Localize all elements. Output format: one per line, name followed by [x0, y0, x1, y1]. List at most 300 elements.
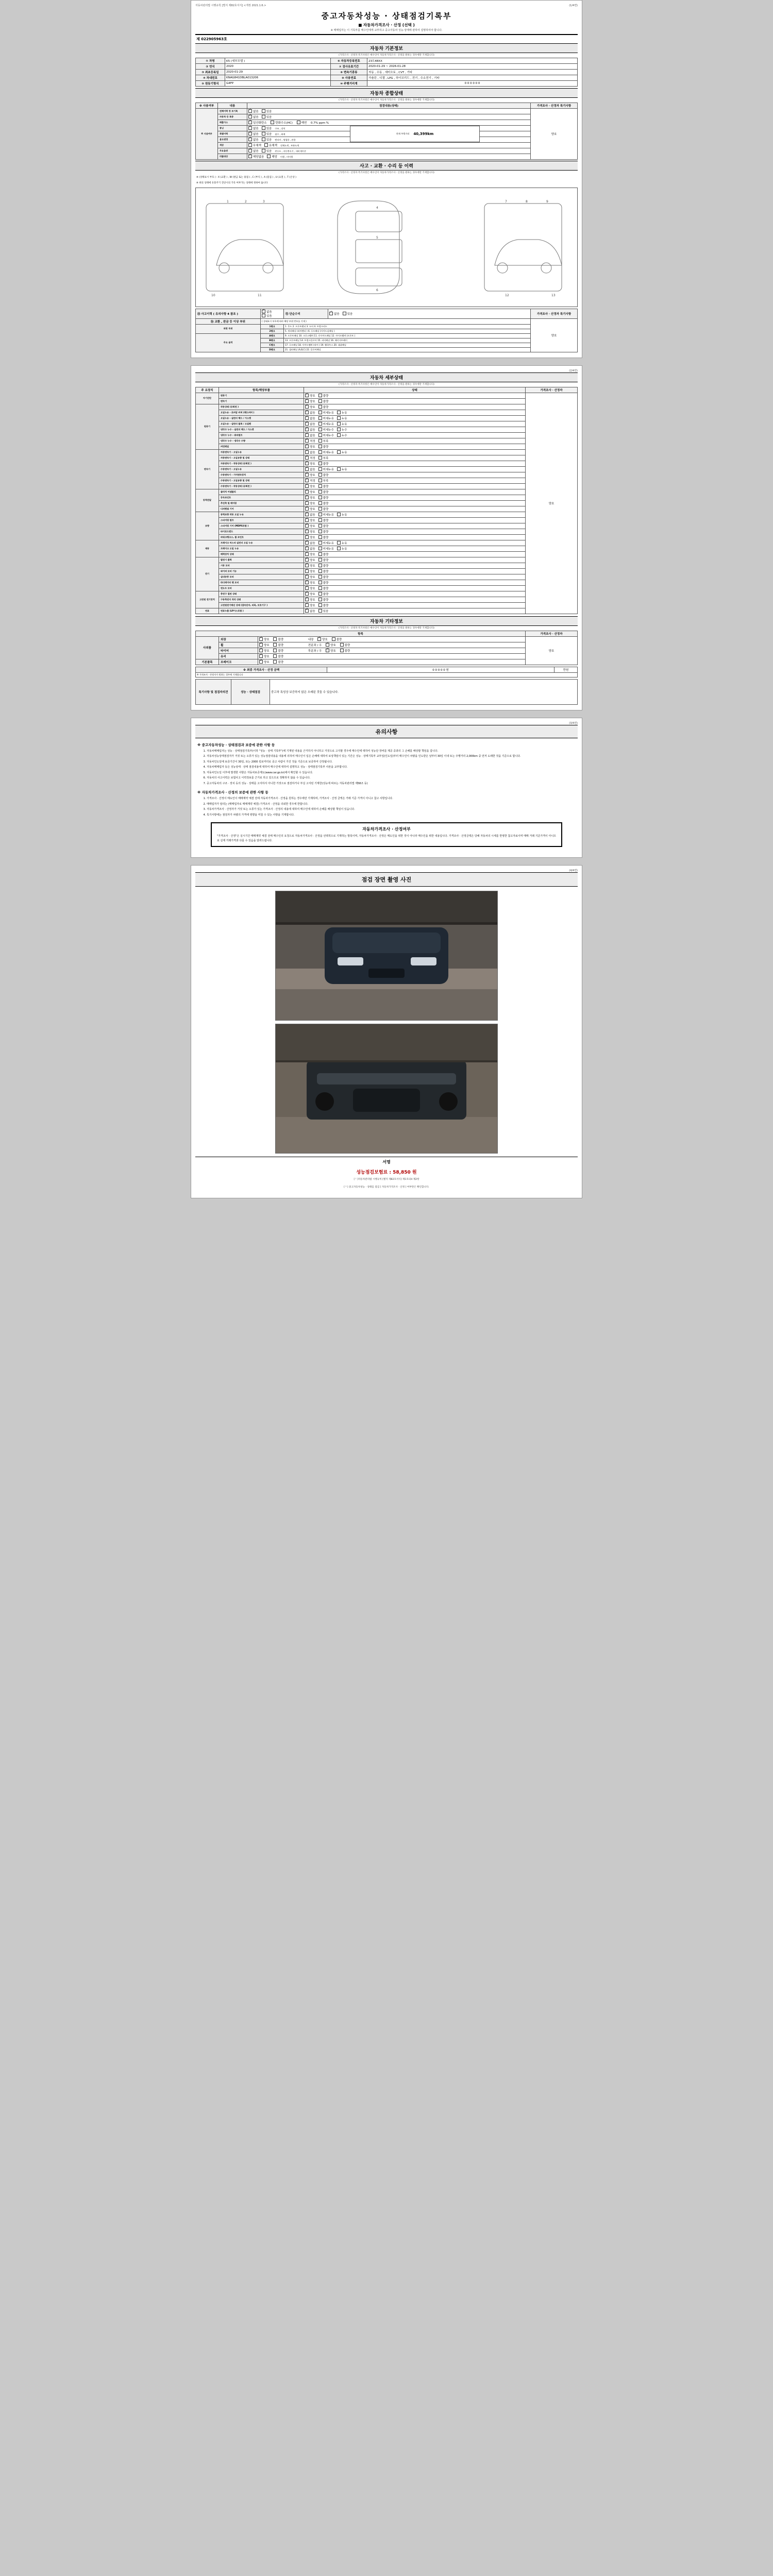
row-label: 와이퍼 모터 기능: [219, 568, 304, 574]
row-label: 윈도우 모터: [219, 585, 304, 591]
parts-rank: D랭크: [261, 347, 284, 352]
notice-item: 6. 자동차의 사고이력은 보험사고 이력정보를 근거로 하고 있으므로 정확하지 않을 수 있습니다.: [207, 776, 575, 781]
row-label: 작동상태 (공회전 ): [219, 404, 304, 410]
row-label: 냉각수 누수 - 실린더 헤드 / 가스켓: [219, 427, 304, 432]
field-value: G4FP: [225, 81, 331, 87]
row-label: 커먼레일: [219, 444, 304, 449]
parts-text: 9. 프론트패널 10. 크로스멤버 11. 인사이드패널 12. 사이드멤버 (프론트 ): [284, 333, 531, 338]
table-row: [196, 517, 578, 523]
accident-label: ⑭ 사고이력 ( 유의사항 4 참조 ): [196, 309, 261, 318]
sheet-4: [191, 865, 582, 1198]
parts-text: 5. 쿼터패널 (리어펜더 ) 6. 루프패널 (사이드실패널 ): [284, 329, 531, 333]
parts-group: 외판 부위: [196, 324, 261, 333]
field-value: 가솔린 , 디젤 , LPG , 하이브리드 , 전기 , 수소전기 , 기타: [367, 75, 578, 81]
row-options[interactable]: ✓ 양호 불량: [304, 404, 526, 410]
row-options[interactable]: ✓ 일산화탄소 탄화수소(HC) 매연 0.7% ppm %: [247, 120, 531, 126]
page-title: 중고자동차성능 · 상태점검기록부: [321, 11, 452, 21]
simple-repair-label: ⑮ 단순수리: [284, 309, 328, 318]
field-value: KNAG841DBLA013206: [225, 75, 331, 81]
remark-cell: 양호: [526, 636, 578, 665]
parts-rank: 1랭크: [261, 324, 284, 329]
row-group-label: 전기: [196, 557, 219, 591]
row-options[interactable]: ✓ 양호 불량: [304, 574, 526, 580]
table-row: [196, 506, 578, 512]
svg-text:10: 10: [211, 293, 215, 297]
table-row: [196, 659, 578, 665]
row-label: 스티어링 기어 (MDPS포함 ): [219, 523, 304, 529]
svg-text:4: 4: [376, 206, 378, 210]
field-label: ⑥ 자동차등록번호: [331, 58, 367, 64]
svg-text:6: 6: [376, 288, 378, 292]
row-label: 특별이력: [218, 131, 247, 137]
notice-item: 3. 자동차인도일에 보증기간이 30일, 또는 2000 킬로미터로 중고 사람이 가진 것을 기준으로 보증하여 산정됩니다.: [207, 760, 575, 765]
row-options[interactable]: ✓ 없음 미세누유 누유: [304, 421, 526, 427]
sheet-4-header: [195, 869, 578, 872]
special-remarks-table: [195, 679, 578, 705]
row-options[interactable]: ✓ 양호 불량: [304, 557, 526, 563]
row-options[interactable]: ✓ 양호 불량: [304, 495, 526, 500]
footer-note-1: [ ¹ ]자동차관리법 시행규칙 [별지 제82호서식] 제1호의4 제2항: [354, 1178, 419, 1181]
form-reference: 자동차관리법 시행규칙 [별지 제82호서식] <개정 2021.1.6.>: [195, 4, 266, 7]
row-options[interactable]: ✓ 없음 미세누유 누유: [304, 466, 526, 472]
table-row: [196, 432, 578, 438]
row-label: 유리: [219, 653, 258, 659]
notice-item: 7. 중고자동차의 구조 · 장치 등의 성능 · 상태를 고지하지 아니한 거짓으로 점검하거나 부실 고지된 기재한(성능에 따르는 자동차관리법 제58조 등): [207, 782, 575, 786]
row-options[interactable]: ✓ 양호 불량: [304, 483, 526, 489]
declaration-text: "가격조사 · 산정"은 실시기간 매매계약 체결 전에 매수인의 요청으로 자동차가격조사 · 산정을 선택적으로 기재하는 항목이며, 자동차가격조사 · 산정은 매도인을 위한 것이 아니라 매수인을 위한 내용입니다. 가격조사 · 산정금액은 당해 자동차의 시세를 반영한 참고자료이며 매매 거래 기준가격이 아니므로 실제 거래가격과 다를 수 있음을 알려드립니다.: [217, 835, 556, 842]
notice-item: 1. 자동차매매업자는 성능 · 상태점검기록부(이하 "성능 · 상태 기록부")에 기재된 내용을 근거하지 아니하고 거짓으로 고지할 경우에 매수인에 대하여 성능단 장비를 제공 중과의 그 손해를 배상할 책임을 집니다.: [207, 749, 575, 754]
table-row: [196, 472, 578, 478]
table-row: [196, 421, 578, 427]
vehicle-damage-diagram: [195, 188, 578, 307]
page-indicator: (3/4면): [569, 721, 578, 725]
row-options[interactable]: ✓ 없음 미세누유 누유: [304, 415, 526, 421]
row-options[interactable]: ✓ 없음 미세누유 누유: [304, 449, 526, 455]
row-label: 타이로드엔드: [219, 529, 304, 534]
basic-info-table: [195, 58, 578, 87]
row-options[interactable]: ✓ 양호 불량: [258, 659, 526, 665]
row-options[interactable]: ✓ 양호 불량: [304, 444, 526, 449]
parts-rank: A랭크: [261, 333, 284, 338]
row-label: 연료누출 (LP가스포함 ): [219, 608, 304, 614]
field-label: ④ 차대번호: [196, 75, 225, 81]
row-group-label: 제동: [196, 540, 219, 557]
parts-rank: 2랭크: [261, 329, 284, 333]
row-options[interactable]: ✓ 없음 있음: [247, 114, 531, 120]
row-label: 충전구 절연 상태: [219, 591, 304, 597]
page-indicator: (2/4면): [569, 369, 578, 372]
special-label: 특기사항 및 점검자의견: [196, 679, 231, 704]
table-row: [196, 500, 578, 506]
table-row: [196, 602, 578, 608]
row-options[interactable]: ✓ 해당없음 해당 이행 , 미이행: [247, 154, 531, 160]
row-options[interactable]: ✓ 없음 있음: [304, 608, 526, 614]
remark-cell: 양호: [526, 393, 578, 614]
table-row: [196, 427, 578, 432]
parts-group: 주요 골격: [196, 333, 261, 352]
row-group-label: 변속기: [196, 449, 219, 489]
table-row: [196, 415, 578, 421]
table-row: [196, 551, 578, 557]
table-row: [196, 81, 578, 87]
table-header-row: [196, 631, 578, 636]
page-indicator: (1/4면): [569, 4, 578, 7]
row-label: 원동기: [219, 393, 304, 398]
row-label: 외장: [219, 636, 258, 642]
row-label: 스티어링 펌프: [219, 517, 304, 523]
field-label: ⑩ 주행거리계: [331, 81, 367, 87]
row-options[interactable]: ✓ 양호 불량: [304, 563, 526, 568]
row-options[interactable]: ✓ 없음 미세누유 누유: [304, 410, 526, 415]
diagram-legend-1: ※ (상태표시 부호 ) : X (교환 ) , W (판금 또는 용접 ) , C (부식 ) , A (흠집 ) , U (요철 ) , T (손상 ): [196, 176, 296, 179]
table-row: [196, 636, 578, 642]
section-other-note: (가격조사 · 산정자 특기사항은 매수인이 자동차가격조사 · 산정을 원하는 경우에만 기재합니다): [339, 626, 434, 630]
table-row: [196, 483, 578, 489]
notice-list-1: [207, 749, 575, 786]
field-value: 2020-01-29 ~ 2026-01-28: [367, 64, 578, 70]
table-row: [196, 648, 578, 653]
notice-item: 1. 가격조사 · 산정이 매도인이 매매계약 체결 전에 자동차가격조사 · 산정을 원하는 경우에만 기재하며, 가격조사 · 산정 금액은 거래 기준 가격이 아니고 참고 사항입니다.: [207, 796, 575, 801]
row-label: 추진축 및 베어링: [219, 500, 304, 506]
row-options[interactable]: ✓ 양호 불량: [304, 529, 526, 534]
table-row: [196, 580, 578, 585]
notice-title: 유의사항: [195, 725, 578, 738]
row-group-label: 기본품목: [196, 659, 219, 665]
notice-item: 4. 자동차매매업자 등은 성능상태 · 상태 점검내용에 대하여 매수인에 대하여 설명하고 성능 · 상태점검기록부 사본을 교부합니다.: [207, 765, 575, 770]
row-label: 오일누유 - 실린더 헤드 / 가스켓: [219, 415, 304, 421]
emission-values: 0.7% ppm %: [311, 122, 329, 125]
parts-text: 21. 필러패널 (A,B,C) 22. 플로어패널: [284, 347, 531, 352]
field-value: 2020-01-29: [225, 70, 331, 75]
row-options[interactable]: ✓ 양호 불량: [304, 500, 526, 506]
parts-text: 1. 후드 2. 프론트펜더 3. 도어 4. 트렁크리드: [284, 324, 531, 329]
svg-text:11: 11: [258, 293, 262, 297]
row-label: 냉각수 누수 - 냉각수 수량: [219, 438, 304, 444]
remark-cell: 양호: [531, 109, 578, 160]
table-row: [196, 534, 578, 540]
field-label: ⑨ 사용연료: [331, 75, 367, 81]
accident-options[interactable]: ✓없음있음: [261, 309, 284, 318]
col-head-content: 내용: [218, 103, 247, 109]
table-row: [196, 398, 578, 404]
section-detail-title: 자동차 세부상태: [195, 372, 578, 382]
table-row: [196, 679, 578, 704]
col-head-appraiser: 가격조사 · 산정자: [526, 631, 578, 636]
table-row: [196, 489, 578, 495]
accident-history-table: [195, 309, 578, 352]
svg-text:5: 5: [376, 235, 378, 240]
declaration-box: [211, 822, 562, 847]
col-head-use: ※ 사용여부: [196, 103, 218, 109]
field-value: 23도48XX: [367, 58, 578, 64]
row-options[interactable]: ✓ 없음 미세누수 누수: [304, 427, 526, 432]
svg-text:2: 2: [245, 199, 247, 204]
row-label: 변속기: [219, 398, 304, 404]
svg-text:13: 13: [551, 293, 556, 297]
row-options[interactable]: ✓ 양호 불량: [304, 534, 526, 540]
section-overall-note: (가격조사 · 산정자 특기사항은 매수인이 자동차가격조사 · 산정을 원하는 경우에만 기재합니다): [339, 99, 434, 101]
row-options[interactable]: ✓ 없음 있음 렌터카 , 영업용 , 관용: [247, 137, 531, 143]
col-head-item: 항목: [196, 631, 526, 636]
row-label: 고전원전기배선 상태 (접속단자, 피복, 보호기구 ): [219, 602, 304, 608]
row-label: 브레이크: [219, 659, 258, 665]
section-basic-note: (가격조사 · 산정자 특기사항은 매수인이 자동차가격조사 · 산정을 원하는 경우에만 기재합니다): [339, 54, 434, 57]
section-detail-note: (가격조사 · 산정자 특기사항은 매수인이 자동차가격조사 · 산정을 원하는 경우에만 기재합니다): [339, 383, 434, 386]
table-row: [196, 75, 578, 81]
final-value-label: ※ 최종 가격조사 · 산정 금액: [196, 667, 327, 672]
table-row: [196, 478, 578, 483]
row-options[interactable]: ✓ 양호 불량: [304, 489, 526, 495]
svg-text:9: 9: [546, 199, 548, 204]
table-header-row: [196, 103, 578, 109]
row-label: 동력조향 작동 오일 누유: [219, 512, 304, 517]
row-group-label: 사외품: [196, 636, 219, 659]
row-options[interactable]: ✓ 없음 있음 썬루프 , 자동변속기 , 내비게이션: [247, 148, 531, 154]
signature-label: 서명: [195, 1157, 578, 1167]
mileage-digits: 0 0 0 0 0 0: [367, 81, 578, 87]
col-head-remark: 가격조사 · 산정자 특기사항: [531, 103, 578, 109]
row-options[interactable]: ✓ 양호 불량: [304, 398, 526, 404]
row-group-label: 자기진단: [196, 393, 219, 404]
table-row: [196, 120, 578, 126]
row-label: 수동변속기 - 작동상태 (공회전 ): [219, 483, 304, 489]
row-label: 리콜대상: [218, 154, 247, 160]
row-label: 실내송풍 모터: [219, 574, 304, 580]
table-row: [196, 449, 578, 455]
parts-rank: C랭크: [261, 343, 284, 347]
diagram-legend-2: ※ 위의 상태에 유통주기 진단시의 기록 여부가는 상태에 정하여 둡니다: [196, 181, 268, 184]
row-label: 발전기 출력: [219, 557, 304, 563]
row-label: 수동변속기 - 오일유량 및 상태: [219, 478, 304, 483]
parts-text: 13. 프론트패널 14. 트렁크플로어 15. 리어패널 16. 패키지트레이: [284, 338, 531, 343]
row-group-label: 연료: [196, 608, 219, 614]
field-label: ③ 최초등록일: [196, 70, 225, 75]
table-row: [196, 608, 578, 614]
row-options[interactable]: ✓ 없음 미세누유 누유: [304, 546, 526, 551]
svg-text:1: 1: [227, 199, 229, 204]
field-label: ② 연식: [196, 64, 225, 70]
svg-text:7: 7: [505, 199, 507, 204]
notice-item: 2. 매매업자가 알리는 (매매업자로 매매계약 체결) 가격조사 · 산정을 의뢰한 경우에 한합니다.: [207, 802, 575, 807]
final-value-note: ※ 가격조사 · 산정자가 원하는 경우에 기재합니다: [196, 672, 578, 677]
row-group-label: 조향: [196, 512, 219, 540]
table-row: [196, 512, 578, 517]
svg-text:8: 8: [526, 199, 528, 204]
detail-body: [196, 393, 578, 614]
row-options[interactable]: ✓ 없음 미세누유 누유: [304, 512, 526, 517]
table-row: [196, 563, 578, 568]
row-label: 용도변경: [218, 137, 247, 143]
table-row: [196, 557, 578, 563]
row-options[interactable]: ✓ 양호 불량 후륜좌 / 우 ✓ 양호 불량: [258, 648, 526, 653]
table-row: [196, 109, 578, 114]
row-options[interactable]: ✓ 없음 미세누유 누유: [304, 540, 526, 546]
final-value-unit: 만원: [554, 667, 578, 672]
section-overall-title: 자동차 종합상태: [195, 88, 578, 98]
special-text[interactable]: 중고차 특성상 보증하지 않은 오래된 것들 수 있습니다.: [270, 679, 578, 704]
page-subnote: ※ 매매업자는 이 기록부를 매수인에게 교부하고 중고자동차 성능·상태에 관하여 설명하여야 합니다.: [330, 29, 443, 32]
row-label: 냉각수 누수 - 워터펌프: [219, 432, 304, 438]
section-accident-title: 사고 · 교환 · 수리 등 이력: [195, 161, 578, 171]
table-row: [196, 70, 578, 75]
notice-item: 5. 자동차인도일 이후에 발생한 사항은 자동차보증제도(www.car.go.kr)에서 확인할 수 있습니다.: [207, 771, 575, 775]
row-label: 구동축전지 격리 상태: [219, 597, 304, 602]
remark-head: 가격조사 · 산정자 특기사항: [531, 309, 578, 318]
svg-text:12: 12: [505, 293, 509, 297]
table-row: [196, 523, 578, 529]
col-head-appraiser: 가격조사 · 산정자: [526, 387, 578, 393]
row-label: 오일누유 - 실린더 블록 / 오일팬: [219, 421, 304, 427]
svg-text:3: 3: [263, 199, 265, 204]
parts-note: ( 상태표시 부호에 따라 해당 부위 번호를 기재 ): [261, 318, 531, 324]
page-subtitle: ■ 자동차가격조사 · 산정 (선택 ): [358, 23, 415, 27]
detail-state-table: [195, 387, 578, 614]
row-options[interactable]: ✓ 양호 불량: [304, 597, 526, 602]
field-value: 자동 , 수동 , 세미오토 , CVT , 기타: [367, 70, 578, 75]
row-label: 타이어: [219, 648, 258, 653]
simple-repair-options[interactable]: ✓ 없음 있음: [328, 309, 531, 318]
row-options[interactable]: ✓ 양호 불량: [304, 472, 526, 478]
row-options[interactable]: ✓ 양호 불량: [304, 568, 526, 574]
table-row: [196, 667, 578, 672]
parts-text: 17. 루프패널 18. 사이드멤버 (리어 ) 19. 휠하우스 20. 대쉬패널: [284, 343, 531, 347]
row-options[interactable]: ✓ 양호 불량: [304, 580, 526, 585]
row-options[interactable]: ✓ 없음 있음 침수 , 화재: [247, 131, 531, 137]
row-group-label: 원동기: [196, 404, 219, 449]
sheet-3-header: [195, 721, 578, 725]
row-label: 파워크랭크스, 볼 조인트: [219, 534, 304, 540]
field-value: K5 (세부모델 ): [225, 58, 331, 64]
sheet-2-header: [195, 369, 578, 372]
field-value: 2020: [225, 64, 331, 70]
row-options[interactable]: ✓ 양호 불량: [304, 551, 526, 557]
table-row: [196, 404, 578, 410]
row-label: 색상: [218, 143, 247, 148]
row-label: 오일누유 - 로커암 커버 (헤드커버 ): [219, 410, 304, 415]
row-label: 라디에이터 팬 모터: [219, 580, 304, 585]
field-label: ⑦ 검사유효기간: [331, 64, 367, 70]
row-label: 주요옵션: [218, 148, 247, 154]
table-row: [196, 58, 578, 64]
mileage-box: [350, 126, 480, 142]
document-page: [0, 0, 773, 1198]
row-label: 휠: [219, 642, 258, 648]
photos-title: 점검 장면 촬영 사진: [195, 872, 578, 887]
table-row: [196, 444, 578, 449]
table-row: [196, 318, 578, 324]
row-label: 자동차 등 록증: [218, 114, 247, 120]
row-options[interactable]: ✓ 적정 부족: [304, 455, 526, 461]
table-row: [196, 653, 578, 659]
row-options[interactable]: ✓ 양호 불량: [304, 523, 526, 529]
table-row: [196, 64, 578, 70]
row-options[interactable]: ✓ 없음 미세누수 누수: [304, 432, 526, 438]
vehicle-diagram-svg: [196, 188, 577, 307]
row-options[interactable]: ✓ 양호 불량: [304, 393, 526, 398]
row-options[interactable]: ✓ 적정 부족: [304, 438, 526, 444]
table-row: [196, 309, 578, 318]
row-options[interactable]: ✓ 양호 불량: [258, 653, 526, 659]
col-head-check: 점검내용(상태): [247, 103, 531, 109]
table-row: [196, 591, 578, 597]
row-options[interactable]: ✓ 없음 있음 구조 , 장치: [247, 126, 531, 131]
row-label: 자동변속기 - 작동상태 (공회전 ): [219, 461, 304, 466]
sheet-1-header: [195, 4, 578, 7]
table-row: [196, 642, 578, 648]
table-row: [196, 495, 578, 500]
special-sub-label: 성능 · 상태점검: [231, 679, 270, 704]
final-value-table: [195, 667, 578, 677]
table-row: [196, 114, 578, 120]
table-row: [196, 461, 578, 466]
table-row: [196, 597, 578, 602]
field-label: ① 차명: [196, 58, 225, 64]
inspection-fee: 성능점검보험료 : 58,850 원: [356, 1170, 417, 1175]
row-label: 자동변속기 - 오일유량 및 상태: [219, 455, 304, 461]
table-row: [196, 410, 578, 415]
document-number: 제 022905963호: [196, 37, 227, 41]
row-label: 전체이력 정 보기록: [218, 109, 247, 114]
photo-underbody-svg: [276, 1024, 497, 1153]
row-options[interactable]: ✓ 없음 있음: [247, 109, 531, 114]
notice-item: 3. 자동차가격조사 · 산정자가 거짓 또는 오류가 있는 가격조사 · 산정의 내용에 대하여 매수인에 대하여 손해를 배상할 책임이 있습니다.: [207, 807, 575, 812]
inspection-photo-underbody: [275, 1024, 498, 1154]
section-accident-note: (가격조사 · 산정자 특기사항은 매수인이 자동차가격조사 · 산정을 원하는 경우에만 기재합니다): [339, 172, 434, 174]
notice-heading-1: ※ 중고자동차성능 · 상태점검과 보증에 관한 사항 등: [197, 742, 275, 747]
parts-rank: B랭크: [261, 338, 284, 343]
parts-head: ⑯ 교환 , 판금 등 이상 부위: [196, 318, 261, 324]
row-options[interactable]: ✓ 양호 불량: [304, 461, 526, 466]
row-options[interactable]: ✓ 무채색 유채색 전체도색 , 부분도색: [247, 143, 531, 148]
row-options[interactable]: ✓ 양호 불량 전륜좌 / 우 ✓ 양호 불량: [258, 642, 526, 648]
notice-item: 4. 특기사항에는 점검자가 차량의 가격에 영향을 미칠 수 있는 사항을 기재합니다.: [207, 813, 575, 818]
table-row: [196, 672, 578, 677]
table-row: [196, 568, 578, 574]
row-options[interactable]: ✓ 양호 불량: [304, 602, 526, 608]
mileage-value: 40,399km: [413, 132, 434, 136]
other-info-table: [195, 631, 578, 665]
row-label: 배력장치 상태: [219, 551, 304, 557]
inspection-photo-front: [275, 891, 498, 1021]
photo-front-svg: [276, 891, 497, 1020]
field-label: ⑧ 변속기종류: [331, 70, 367, 75]
row-options[interactable]: ✓ 양호 불량: [304, 517, 526, 523]
table-row: [196, 333, 578, 338]
mileage-caption: 현재 주행거리: [396, 132, 410, 135]
row-label: 시동 모터: [219, 563, 304, 568]
col-head-device: 주 요장치: [196, 387, 219, 393]
table-row: [196, 455, 578, 461]
row-label: 수동변속기 - 오일누유: [219, 466, 304, 472]
table-row: [196, 546, 578, 551]
row-group-label: 동력전달: [196, 489, 219, 512]
sheet-1: [191, 0, 582, 358]
row-options[interactable]: ✓ 양호 불량: [304, 585, 526, 591]
row-label: 브레이크 마스터 실린더 오일 누유: [219, 540, 304, 546]
row-options[interactable]: ✓ 적정 부족: [304, 478, 526, 483]
row-label: 튜닝: [218, 126, 247, 131]
row-label: 등속조인트: [219, 495, 304, 500]
row-options[interactable]: ✓ 양호 불량: [304, 506, 526, 512]
row-label: 클러치 어셈블리: [219, 489, 304, 495]
row-label: 수동변속기 - 기어변속장치: [219, 472, 304, 478]
row-options[interactable]: ✓ 양호 불량 내장 ✓ 양호 불량: [258, 636, 526, 642]
row-group-label: 고전원 전기장치: [196, 591, 219, 608]
footer-note-2: [ ² ] 중고자동차성능 · 상태를 점검 [ 자동차가격조사 · 산정 ] 여부란은 확인합니다.: [344, 1186, 429, 1189]
table-row: [196, 529, 578, 534]
table-row: [196, 574, 578, 580]
row-options[interactable]: ✓ 양호 불량: [304, 591, 526, 597]
